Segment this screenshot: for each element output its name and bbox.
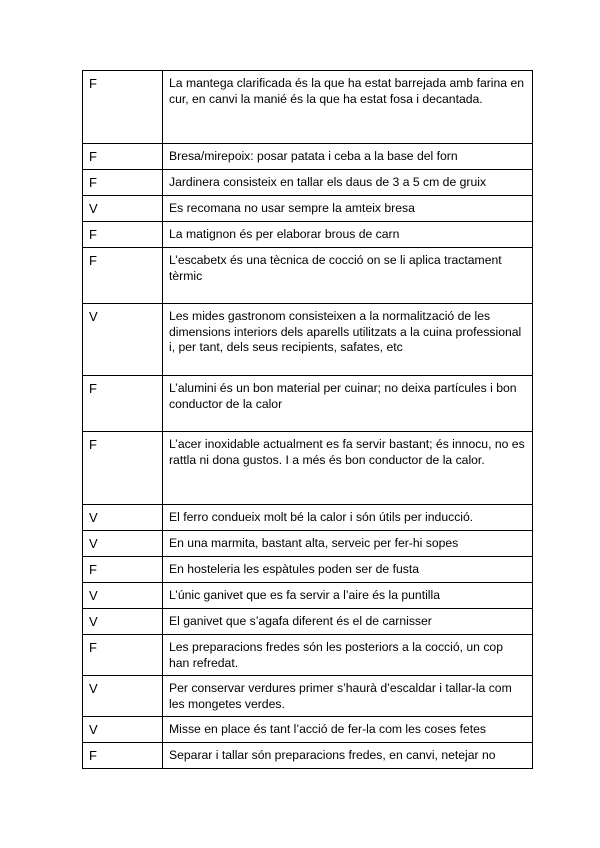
answer-cell: V: [83, 531, 163, 557]
answer-cell: V: [83, 304, 163, 376]
statement-cell: Misse en place és tant l’acció de fer-la com les coses fetes: [163, 717, 533, 743]
statement-cell: La matignon és per elaborar brous de carn: [163, 222, 533, 248]
answer-cell: F: [83, 557, 163, 583]
table-row: [83, 71, 533, 144]
statement-cell: Bresa/mirepoix: posar patata i ceba a la base del forn: [163, 144, 533, 170]
statement-cell: L’escabetx és una tècnica de cocció on se li aplica tractament tèrmic: [163, 248, 533, 304]
table-row: [83, 743, 533, 769]
answer-cell: V: [83, 676, 163, 717]
table-row: [83, 635, 533, 676]
true-false-table: [82, 70, 533, 769]
statement-cell: Les mides gastronom consisteixen a la normalització de les dimensions interiors dels aparells utilitzats a la cuina professional i, per tant, dels seus recipients, safates, etc: [163, 304, 533, 376]
statement-cell: L’alumini és un bon material per cuinar; no deixa partícules i bon conductor de la calor: [163, 376, 533, 432]
answer-cell: V: [83, 717, 163, 743]
table-row: [83, 222, 533, 248]
statement-cell: La mantega clarificada és la que ha estat barrejada amb farina en cur, en canvi la manié és la que ha estat fosa i decantada.: [163, 71, 533, 144]
statement-cell: L’acer inoxidable actualment es fa servir bastant; és innocu, no es rattla ni dona gustos. I a més és bon conductor de la calor.: [163, 432, 533, 505]
answer-cell: F: [83, 170, 163, 196]
table-row: [83, 531, 533, 557]
statement-cell: En hosteleria les espàtules poden ser de fusta: [163, 557, 533, 583]
answer-cell: F: [83, 743, 163, 769]
answer-cell: F: [83, 376, 163, 432]
answer-cell: F: [83, 432, 163, 505]
table-row: [83, 676, 533, 717]
statement-cell: En una marmita, bastant alta, serveic per fer-hi sopes: [163, 531, 533, 557]
table-row: [83, 505, 533, 531]
table-row: [83, 376, 533, 432]
statement-cell: Jardinera consisteix en tallar els daus de 3 a 5 cm de gruix: [163, 170, 533, 196]
answer-cell: F: [83, 248, 163, 304]
table-row: [83, 583, 533, 609]
table-row: [83, 170, 533, 196]
statement-cell: El ganivet que s’agafa diferent és el de carnisser: [163, 609, 533, 635]
statement-cell: L’únic ganivet que es fa servir a l’aire és la puntilla: [163, 583, 533, 609]
answer-cell: F: [83, 635, 163, 676]
statement-cell: Es recomana no usar sempre la amteix bresa: [163, 196, 533, 222]
table-row: [83, 196, 533, 222]
table-row: [83, 248, 533, 304]
answer-cell: V: [83, 505, 163, 531]
answer-cell: V: [83, 196, 163, 222]
table-row: [83, 144, 533, 170]
statement-cell: Separar i tallar són preparacions fredes, en canvi, netejar no: [163, 743, 533, 769]
table-row: [83, 432, 533, 505]
answer-cell: F: [83, 144, 163, 170]
table-row: [83, 717, 533, 743]
table-row: [83, 609, 533, 635]
statement-cell: El ferro condueix molt bé la calor i són útils per inducció.: [163, 505, 533, 531]
answer-cell: V: [83, 609, 163, 635]
statement-cell: Per conservar verdures primer s’haurà d’escaldar i tallar-la com les mongetes verdes.: [163, 676, 533, 717]
statement-cell: Les preparacions fredes són les posteriors a la cocció, un cop han refredat.: [163, 635, 533, 676]
table-row: [83, 557, 533, 583]
answer-cell: V: [83, 583, 163, 609]
table-row: [83, 304, 533, 376]
answer-cell: F: [83, 71, 163, 144]
answer-cell: F: [83, 222, 163, 248]
